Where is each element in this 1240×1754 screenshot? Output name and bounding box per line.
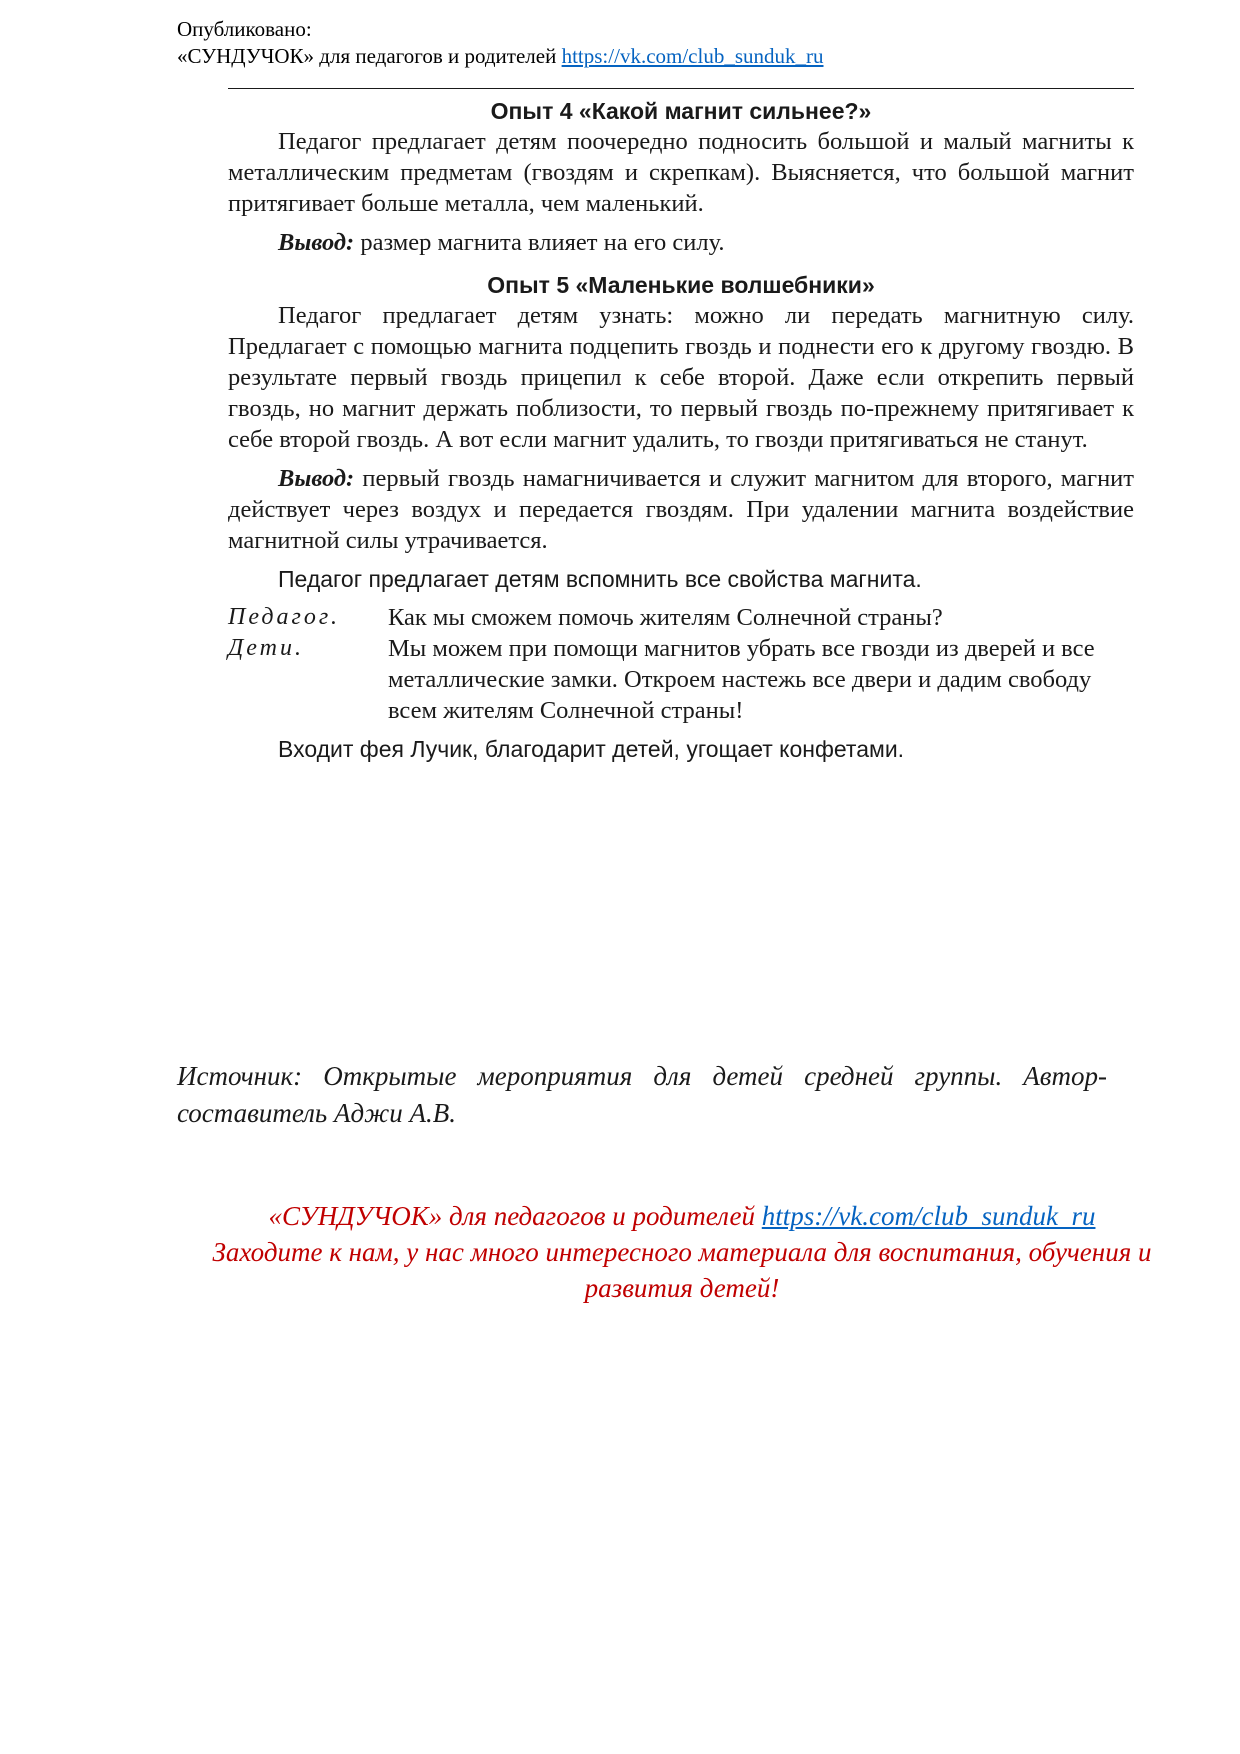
experiment4-title: Опыт 4 «Какой магнит сильнее?» [490, 98, 872, 124]
experiment4-conclusion-text: размер магнита влияет на его силу. [360, 229, 725, 256]
promo-group-link[interactable]: https://vk.com/club_sunduk_ru [761, 1201, 1096, 1231]
experiment4-conclusion [228, 227, 1134, 258]
scanned-book-page [228, 96, 1134, 764]
experiment5-conclusion [228, 463, 1134, 556]
dialog-speaker: Педагог. [228, 604, 340, 630]
header-group-link[interactable]: https://vk.com/club_sunduk_ru [561, 44, 824, 68]
promo-invite: Заходите к нам, у нас много интересного материала для воспитания, обучения и развития детей! [212, 1237, 1152, 1303]
experiment5-text: Педагог предлагает детям узнать: можно ли передать магнитную силу. Предлагает с помощью магнита подцепить гвоздь и поднести его к другому гвоздю. В результате первый гвоздь прицепил к себе второй. Даже если открепить первый гвоздь, но магнит держать поблизости, то первый гвоздь по-прежнему притягивает к себе второй гвоздь. А вот если магнит удалить, то гвозди притягиваться не станут. [228, 302, 1134, 453]
experiment5-conclusion-text: первый гвоздь намагничивается и служит магнитом для второго, магнит действует через воздух и передается гвоздям. При удалении магнита воздействие магнитной силы утрачивается. [228, 465, 1134, 554]
dialog-speaker: Дети. [228, 635, 304, 661]
source-citation: Источник: Открытые мероприятия для детей средней группы. Автор-составитель Аджи А.В. [177, 1061, 1107, 1128]
experiment4-text: Педагог предлагает детям поочередно подносить большой и малый магниты к металлическим предметам (гвоздям и скрепкам). Выясняется, что большой магнит притягивает больше металла, чем маленький. [228, 128, 1134, 217]
experiment4-conclusion-label: Вывод: [278, 229, 355, 256]
header-source-line [177, 43, 1137, 70]
dialog-line: Как мы сможем помочь жителям Солнечной страны? [388, 604, 943, 631]
dialog-line: Мы можем при помощи магнитов убрать все гвозди из дверей и все металлические замки. Откроем настежь все двери и дадим свободу всем жителям Солнечной страны! [388, 635, 1095, 724]
promo-title-line [170, 1198, 1194, 1234]
dialog [228, 602, 1134, 726]
experiment5-title: Опыт 5 «Маленькие волшебники» [487, 272, 875, 298]
closing-line: Входит фея Лучик, благодарит детей, угощает конфетами. [278, 736, 905, 762]
header-divider [228, 88, 1134, 89]
published-label: Опубликовано: [177, 17, 312, 41]
published-header [177, 16, 1137, 70]
recall-line: Педагог предлагает детям вспомнить все свойства магнита. [278, 566, 922, 592]
header-group-name: «СУНДУЧОК» для педагогов и родителей [177, 44, 557, 68]
promo-group-name: «СУНДУЧОК» для педагогов и родителей [268, 1201, 756, 1231]
promo-block [170, 1198, 1194, 1306]
experiment5-conclusion-label: Вывод: [278, 465, 355, 492]
